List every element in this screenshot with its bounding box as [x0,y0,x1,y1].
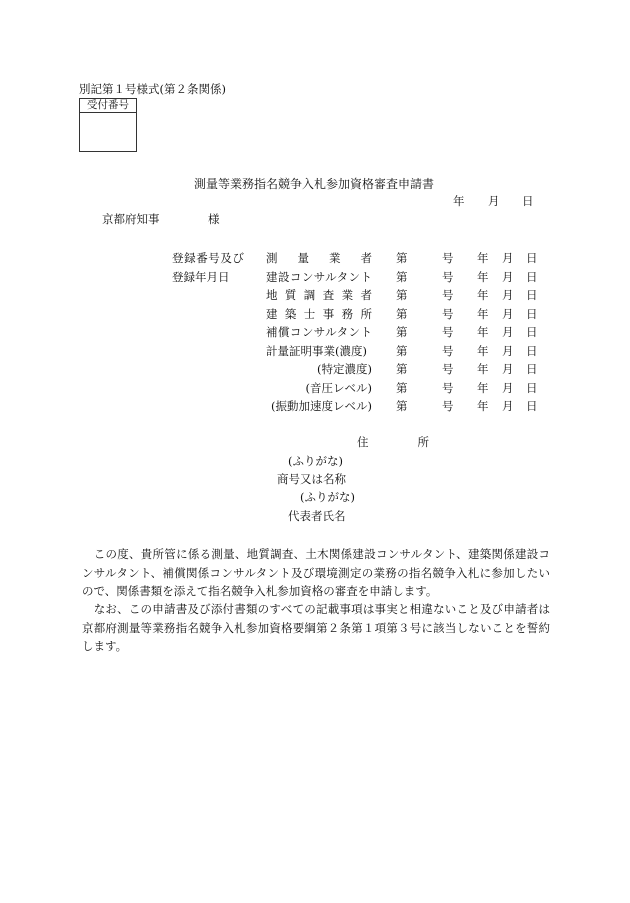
number-prefix: 第 [396,251,408,265]
year-label: 年 [477,288,489,302]
month-label: 月 [502,380,514,395]
year-label: 年 [477,362,489,376]
registration-row [172,380,542,394]
registration-category: 建築士事務所 [266,306,372,321]
registration-row [172,324,542,338]
number-prefix: 第 [396,380,408,395]
month-label: 月 [502,343,514,358]
registration-row [172,250,542,264]
number-prefix: 第 [396,343,408,358]
furigana-label: (ふりがな) [300,490,355,504]
application-statement: この度、貴所管に係る測量、地質調査、土木関係建設コンサルタント、建築関係建設コンサルタント、補償関係コンサルタント及び環境測定の業務の指名競争入札に参加したいので、関係書類を添えて指名競争入札参加資格の審査を申請します。 [82,547,550,599]
pledge-statement: なお、この申請書及び添付書類のすべての記載事項は事実と相違ないこと及び申請者は京都府測量等業務指名競争入札参加資格要綱第２条第１項第３号に該当しないことを誓約します。 [82,602,550,654]
month-label: 月 [502,325,514,339]
month-label: 月 [502,306,514,321]
number-suffix: 号 [442,269,454,284]
address-label: 住所 [357,435,429,449]
receipt-number-label: 受付番号 [80,99,136,113]
day-label: 日 [526,325,538,339]
day-label: 日 [526,269,538,284]
registration-category: (特定濃度) [317,362,372,376]
addressee-name: 京都府知事 [102,212,160,226]
number-prefix: 第 [396,269,408,284]
registration-prefix-line1: 登録番号及び [172,251,244,265]
registration-category: 計量証明事業(濃度) [266,343,367,358]
day-label: 日 [526,362,538,376]
date-day: 日 [522,194,534,208]
registration-row [172,398,542,412]
number-suffix: 号 [442,288,454,302]
registration-category: 測量業者 [266,251,372,265]
number-suffix: 号 [442,251,454,265]
registration-row [172,343,542,357]
number-prefix: 第 [396,288,408,302]
document-title: 測量等業務指名競争入札参加資格審査申請書 [194,177,435,191]
day-label: 日 [526,343,538,358]
month-label: 月 [502,399,514,413]
number-suffix: 号 [442,306,454,321]
month-label: 月 [502,251,514,265]
month-label: 月 [502,362,514,376]
year-label: 年 [477,343,489,358]
day-label: 日 [526,399,538,413]
number-prefix: 第 [396,399,408,413]
number-suffix: 号 [442,380,454,395]
registration-category: 建設コンサルタント [266,269,372,284]
date-year: 年 [453,194,465,208]
number-prefix: 第 [396,362,408,376]
furigana-label: (ふりがな) [288,454,343,468]
registration-row [172,287,542,301]
registration-category: (音圧レベル) [305,380,372,395]
number-suffix: 号 [442,399,454,413]
registration-row [172,361,542,375]
registration-category: (振動加速度レベル) [271,399,372,413]
registration-category: 補償コンサルタント [266,325,372,339]
registration-row [172,269,542,283]
day-label: 日 [526,306,538,321]
number-suffix: 号 [442,325,454,339]
year-label: 年 [477,269,489,284]
year-label: 年 [477,251,489,265]
number-prefix: 第 [396,306,408,321]
year-label: 年 [477,306,489,321]
form-id: 別記第１号様式(第２条関係) [79,82,226,96]
month-label: 月 [502,269,514,284]
day-label: 日 [526,251,538,265]
company-name-label: 商号又は名称 [277,472,346,486]
representative-name-label: 代表者氏名 [288,509,346,523]
year-label: 年 [477,325,489,339]
day-label: 日 [526,380,538,395]
registration-prefix-line2: 登録年月日 [172,269,230,284]
date-month: 月 [488,194,500,208]
addressee-honorific: 様 [208,212,220,226]
year-label: 年 [477,399,489,413]
number-suffix: 号 [442,362,454,376]
number-prefix: 第 [396,325,408,339]
day-label: 日 [526,288,538,302]
year-label: 年 [477,380,489,395]
month-label: 月 [502,288,514,302]
number-suffix: 号 [442,343,454,358]
receipt-number-box [79,98,137,152]
registration-category: 地質調査業者 [266,288,372,302]
registration-row [172,306,542,320]
